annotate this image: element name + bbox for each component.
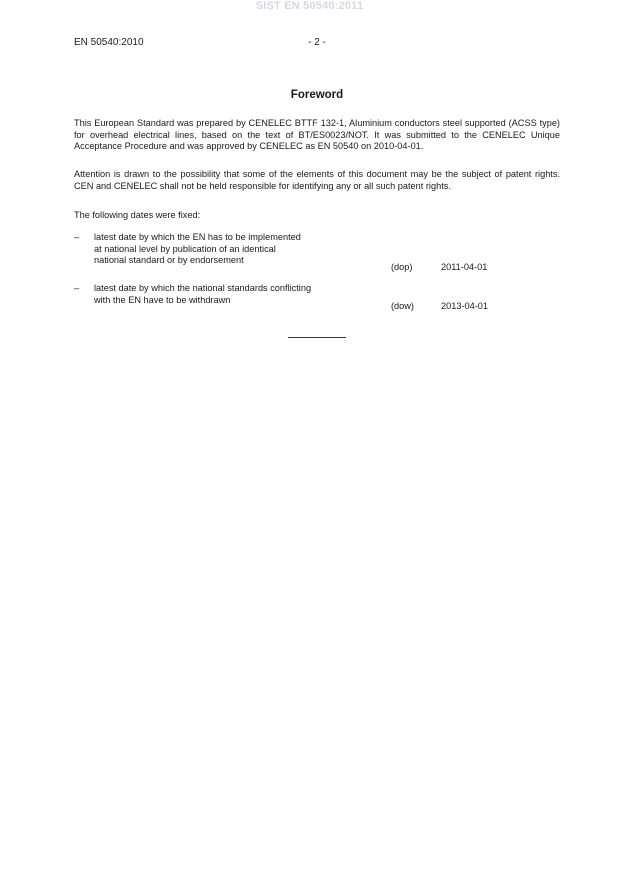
list-dash: – (74, 283, 80, 293)
date-item-description (94, 232, 354, 267)
date-item-line: latest date by which the EN has to be implemented (94, 232, 301, 242)
document-number: EN 50540:2010 (74, 37, 144, 48)
date-abbreviation: (dop) (391, 262, 413, 272)
date-item-line: at national level by publication of an identical (94, 243, 276, 254)
section-end-rule (288, 337, 346, 338)
foreword-paragraph-3: The following dates were fixed: (74, 210, 201, 220)
list-dash: – (74, 232, 80, 242)
date-value: 2011-04-01 (441, 262, 488, 272)
foreword-paragraph-1: This European Standard was prepared by CENELEC BTTF 132-1, Aluminium conductors steel supported (ACSS type) for overhead electrical lines, based on the text of BT/ES0023/NOT. It was submitted to the CENELEC Unique Acceptance Procedure and was approved by CENELEC as EN 50540 on 2010-04-01. (74, 118, 560, 151)
date-item-line: with the EN have to be withdrawn (94, 294, 231, 305)
page-number: - 2 - (308, 37, 326, 48)
date-item-line: latest date by which the national standards conflicting (94, 283, 312, 293)
foreword-paragraph-2: Attention is drawn to the possibility that some of the elements of this document may be the subject of patent rights. CEN and CENELEC shall not be held responsible for identifying any or all such patent rights. (74, 169, 560, 191)
date-abbreviation: (dow) (391, 301, 414, 311)
date-item-description (94, 283, 354, 306)
date-value: 2013-04-01 (441, 301, 488, 311)
page-title: Foreword (290, 89, 344, 101)
date-item-line: national standard or by endorsement (94, 255, 244, 265)
watermark: SIST EN 50540:2011 (255, 0, 364, 12)
